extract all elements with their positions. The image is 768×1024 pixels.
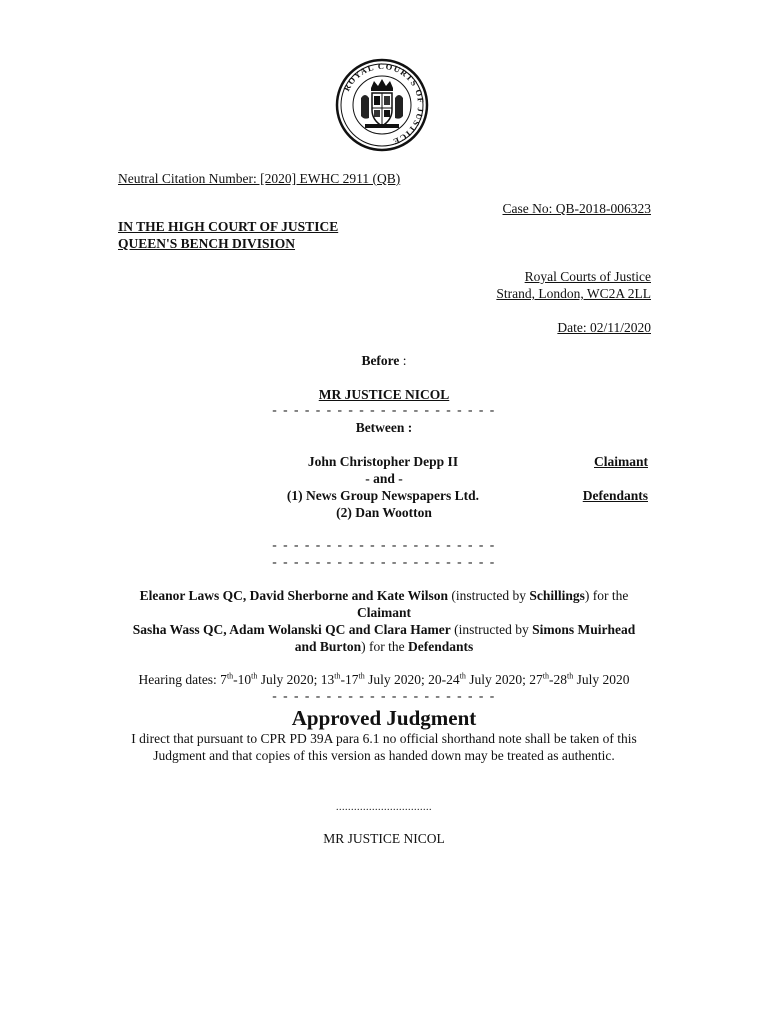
- ordinal-suffix: th: [542, 671, 550, 681]
- defendant-solicitors: Simons Muirhead: [532, 622, 636, 637]
- defendants-label: Defendants: [408, 639, 474, 654]
- claimant-label: Claimant: [357, 605, 411, 620]
- separator-dashes-4: - - - - - - - - - - - - - - - - - - - - -: [272, 688, 496, 703]
- court-name: IN THE HIGH COURT OF JUSTICE: [118, 219, 339, 234]
- defendant-counsel: Sasha Wass QC, Adam Wolanski QC and Clara Hamer: [132, 622, 451, 637]
- court-division: QUEEN'S BENCH DIVISION: [118, 236, 296, 251]
- defendant-counsel-line-2: [0, 638, 768, 655]
- claimant-name: John Christopher Depp II: [307, 454, 459, 469]
- defendants-role: Defendants: [582, 488, 648, 503]
- hearing-text: July 2020; 13: [257, 672, 335, 687]
- for-the-text-2: ) for the: [361, 639, 408, 654]
- and-separator: - and -: [365, 471, 403, 486]
- before-label: Before: [361, 353, 400, 368]
- signature-line: ................................: [336, 802, 432, 813]
- instructed-by-text-2: (instructed by: [450, 622, 533, 637]
- hearing-dates: [0, 671, 768, 688]
- separator-dashes-3: - - - - - - - - - - - - - - - - - - - - -: [272, 554, 496, 569]
- hearing-text: -10: [233, 672, 252, 687]
- judgment-date: Date: 02/11/2020: [557, 320, 651, 335]
- seal-inscription: ROYAL COURTS OF JUSTICE: [341, 60, 427, 148]
- neutral-citation: Neutral Citation Number: [2020] EWHC 2911 (QB): [118, 171, 401, 186]
- claimant-counsel: Eleanor Laws QC, David Sherborne and Kate Wilson: [139, 588, 448, 603]
- direction-line-1: I direct that pursuant to CPR PD 39A para 6.1 no official shorthand note shall be taken of this: [131, 731, 637, 746]
- court-address-line2: Strand, London, WC2A 2LL: [496, 286, 651, 301]
- royal-courts-seal-icon: [335, 58, 429, 152]
- defendant-solicitors-cont: and Burton: [294, 639, 362, 654]
- claimant-solicitors: Schillings: [529, 588, 585, 603]
- claimant-counsel-line: [0, 587, 768, 604]
- hearing-text: July 2020; 20-24: [364, 672, 460, 687]
- signature-name: MR JUSTICE NICOL: [323, 831, 445, 846]
- ordinal-suffix: th: [567, 671, 574, 681]
- separator-dashes-2: - - - - - - - - - - - - - - - - - - - - -: [272, 537, 496, 552]
- document-title: Approved Judgment: [291, 706, 477, 730]
- defendant-1-name: (1) News Group Newspapers Ltd.: [286, 488, 480, 503]
- defendant-counsel-line: [0, 621, 768, 638]
- defendants-row: [118, 487, 648, 504]
- direction-line-2: Judgment and that copies of this version as handed down may be treated as authentic.: [153, 748, 615, 763]
- defendant-2-name: (2) Dan Wootton: [336, 505, 432, 520]
- ordinal-suffix: th: [251, 671, 258, 681]
- ordinal-suffix: th: [334, 671, 341, 681]
- between-label: Between :: [355, 420, 413, 435]
- separator-dashes-1: - - - - - - - - - - - - - - - - - - - - -: [272, 402, 496, 417]
- claimant-role: Claimant: [594, 454, 648, 469]
- judge-name: MR JUSTICE NICOL: [318, 387, 450, 402]
- hearing-text: -28: [549, 672, 568, 687]
- hearing-text: Hearing dates: 7: [138, 672, 227, 687]
- court-address-line1: Royal Courts of Justice: [524, 269, 651, 284]
- claimant-row: [118, 453, 648, 470]
- hearing-text: July 2020; 27: [465, 672, 543, 687]
- ordinal-suffix: th: [358, 671, 365, 681]
- before-colon: :: [399, 353, 407, 368]
- for-the-text: ) for the: [584, 588, 629, 603]
- ordinal-suffix: th: [459, 671, 466, 681]
- ordinal-suffix: th: [226, 671, 234, 681]
- hearing-text: -17: [340, 672, 359, 687]
- case-number: Case No: QB-2018-006323: [502, 201, 651, 216]
- hearing-text: July 2020: [573, 672, 630, 687]
- instructed-by-text: (instructed by: [447, 588, 530, 603]
- before-line: [0, 352, 768, 369]
